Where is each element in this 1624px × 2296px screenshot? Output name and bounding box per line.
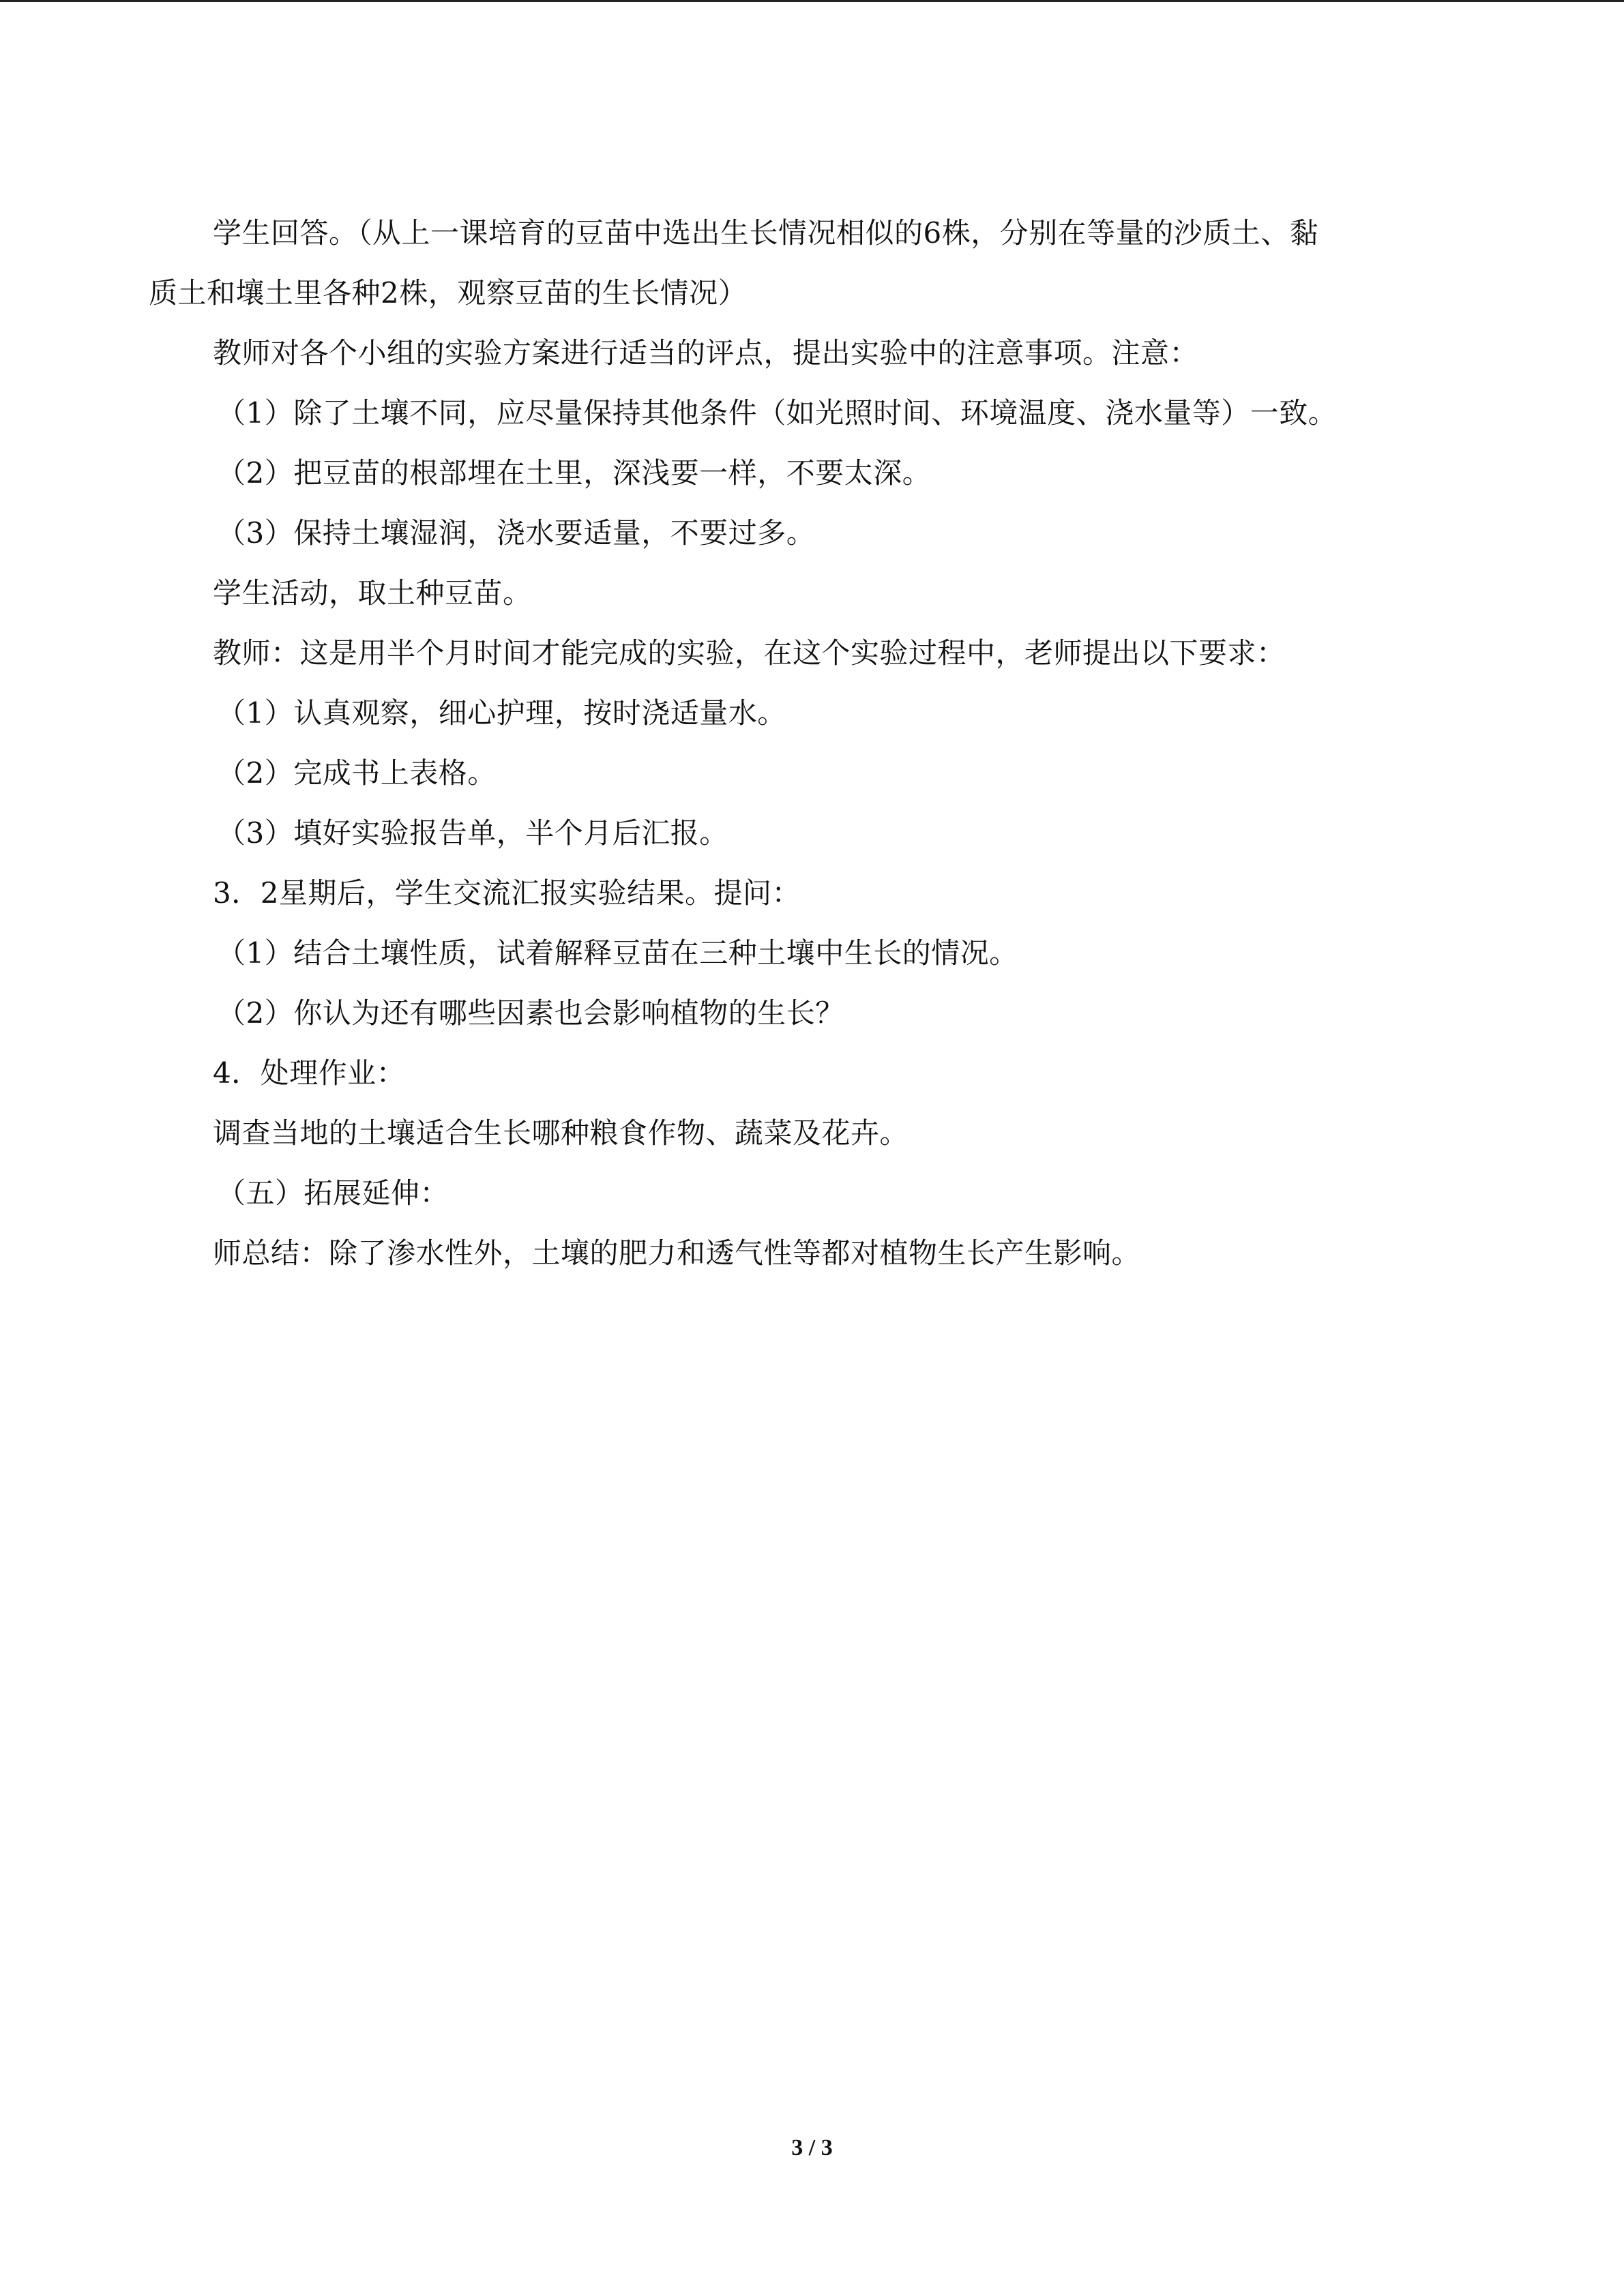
list-item-note-1: （1）除了土壤不同，应尽量保持其他条件（如光照时间、环境温度、浇水量等）一致。	[217, 396, 1338, 430]
paragraph-student-activity: 学生活动，取土种豆苗。	[213, 576, 532, 610]
paragraph-step-4: 4．处理作业：	[213, 1056, 406, 1090]
list-item-note-2: （2）把豆苗的根部埋在土里，深浅要一样，不要太深。	[217, 456, 932, 490]
list-item-requirement-1: （1）认真观察，细心护理，按时浇适量水。	[217, 696, 786, 730]
paragraph-teacher-comment: 教师对各个小组的实验方案进行适当的评点，提出实验中的注意事项。注意：	[213, 336, 1199, 370]
paragraph-teacher-requirements: 教师：这是用半个月时间才能完成的实验，在这个实验过程中，老师提出以下要求：	[213, 636, 1286, 670]
list-item-question-2: （2）你认为还有哪些因素也会影响植物的生长？	[217, 996, 844, 1030]
section-heading-extension: （五）拓展延伸：	[217, 1176, 449, 1210]
list-item-note-3: （3）保持土壤湿润，浇水要适量，不要过多。	[217, 516, 816, 550]
paragraph-student-answer: 学生回答。（从上一课培育的豆苗中选出生长情况相似的6株，分别在等量的沙质土、黏	[213, 216, 1319, 250]
list-item-question-1: （1）结合土壤性质，试着解释豆苗在三种土壤中生长的情况。	[217, 936, 1018, 970]
paragraph-homework: 调查当地的土壤适合生长哪种粮食作物、蔬菜及花卉。	[213, 1116, 909, 1150]
list-item-requirement-2: （2）完成书上表格。	[217, 756, 497, 790]
list-item-requirement-3: （3）填好实验报告单，半个月后汇报。	[217, 816, 728, 850]
paragraph-student-answer-continued: 质土和壤土里各种2株，观察豆苗的生长情况）	[149, 276, 748, 310]
paragraph-step-3: 3．2星期后，学生交流汇报实验结果。提问：	[213, 876, 801, 910]
paragraph-teacher-summary: 师总结：除了渗水性外，土壤的肥力和透气性等都对植物生长产生影响。	[213, 1236, 1141, 1270]
page-number: 3 / 3	[791, 2135, 833, 2160]
